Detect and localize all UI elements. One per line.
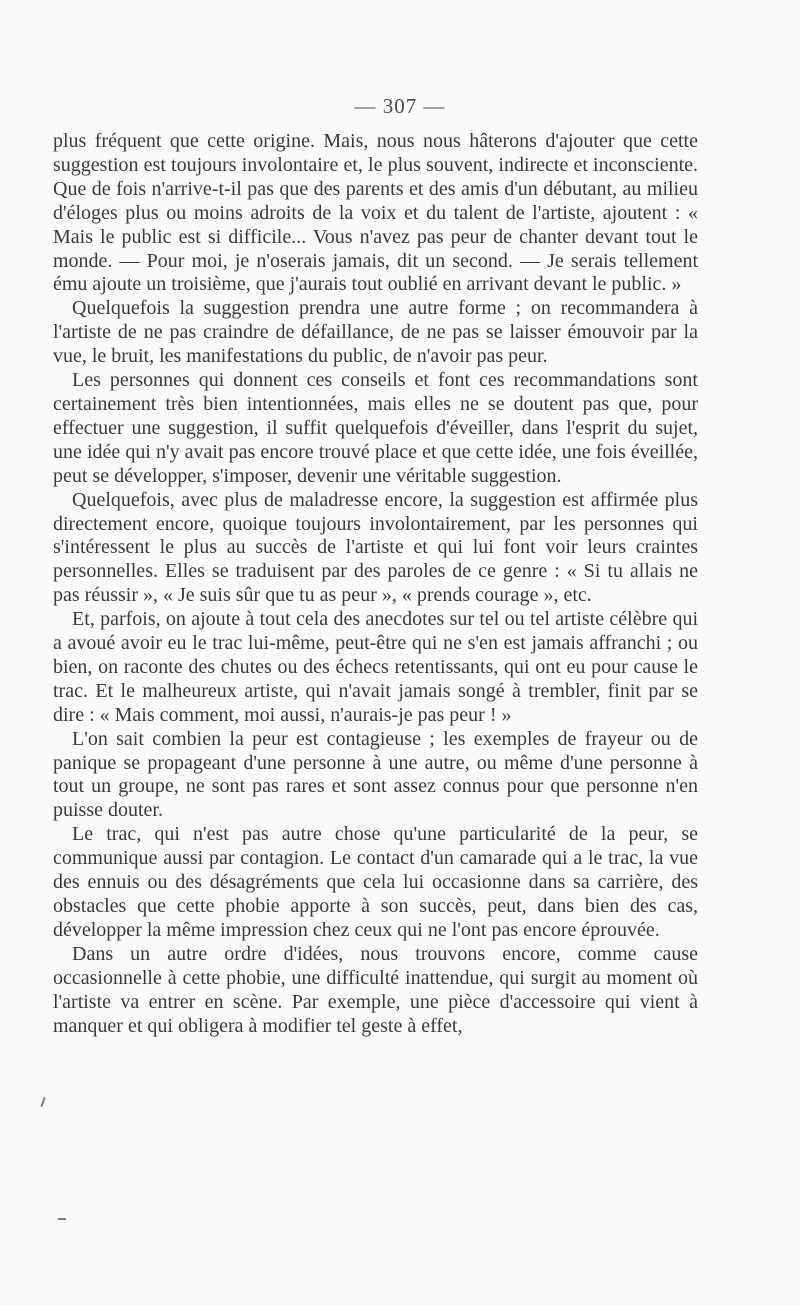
paragraph: Quelquefois, avec plus de maladresse encore, la suggestion est affirmée plus directement encore, quoique toujours involontairement, par les personnes qui s'intéressent le plus au succès de l'artiste et qui lui font voir leurs craintes personnelles. Elles se traduisent par des paroles de ce genre : « Si tu allais ne pas réussir », « Je suis sûr que tu as peur », « prends courage », etc.: [53, 488, 698, 607]
bottom-mark: [58, 1218, 66, 1220]
paragraph: Quelquefois la suggestion prendra une autre forme ; on recommandera à l'artiste de ne pas craindre de défaillance, de ne pas se laisser émouvoir par la vue, le bruit, les manifestations du public, de n'avoir pas peur.: [53, 297, 698, 368]
paragraph: Dans un autre ordre d'idées, nous trouvons encore, comme cause occasionnelle à cette phobie, une difficulté inattendue, qui surgit au moment où l'artiste va entrer en scène. Par exemple, une pièce d'accessoire qui vient à manquer et qui obligera à modifier tel geste à effet,: [53, 942, 698, 1037]
paragraph: Le trac, qui n'est pas autre chose qu'une particularité de la peur, se communique aussi par contagion. Le contact d'un camarade qui a le trac, la vue des ennuis ou des désagréments que cela lui occasionne dans sa carrière, des obstacles que cette phobie apporte à son succès, peut, dans bien des cas, développer la même impression chez ceux qui ne l'ont pas encore éprouvée.: [53, 823, 698, 941]
paragraph: plus fréquent que cette origine. Mais, nous nous hâterons d'ajouter que cette suggestion est toujours involontaire et, le plus souvent, indirecte et inconsciente. Que de fois n'arrive-t-il pas que des parents et des amis d'un débutant, au milieu d'éloges plus ou moins adroits de la voix et du talent de l'artiste, ajoutent : « Mais le public est si difficile... Vous n'avez pas peur de chanter devant tout le monde. — Pour moi, je n'oserais jamais, dit un second. — Je serais tellement ému ajoute un troisième, que j'aurais tout oublié en arrivant devant le public. »: [53, 130, 698, 296]
paragraph: Et, parfois, on ajoute à tout cela des anecdotes sur tel ou tel artiste célèbre qui a avoué avoir eu le trac lui-même, peut-être qui ne s'en est jamais affranchi ; ou bien, on raconte des chutes ou des échecs retentissants, qui ont eu pour cause le trac. Et le malheureux artiste, qui n'avait jamais songé à trembler, finit par se dire : « Mais comment, moi aussi, n'aurais-je pas peur ! »: [53, 608, 698, 726]
paragraph: L'on sait combien la peur est contagieuse ; les exemples de frayeur ou de panique se propageant d'une personne à une autre, ou même d'une personne à tout un groupe, ne sont pas rares et sont assez connus pour que personne n'en puisse douter.: [53, 727, 698, 822]
body-text: [53, 130, 698, 1038]
margin-mark: [40, 1097, 45, 1107]
page-number: — 307 —: [354, 94, 446, 118]
paragraph: Les personnes qui donnent ces conseils et font ces recommandations sont certainement très bien intentionnées, mais elles ne se doutent pas que, pour effectuer une suggestion, il suffit quelquefois d'éveiller, dans l'esprit du sujet, une idée qui n'y avait pas encore trouvé place et que cette idée, une fois éveillée, peut se développer, s'imposer, devenir une véritable suggestion.: [53, 369, 698, 487]
